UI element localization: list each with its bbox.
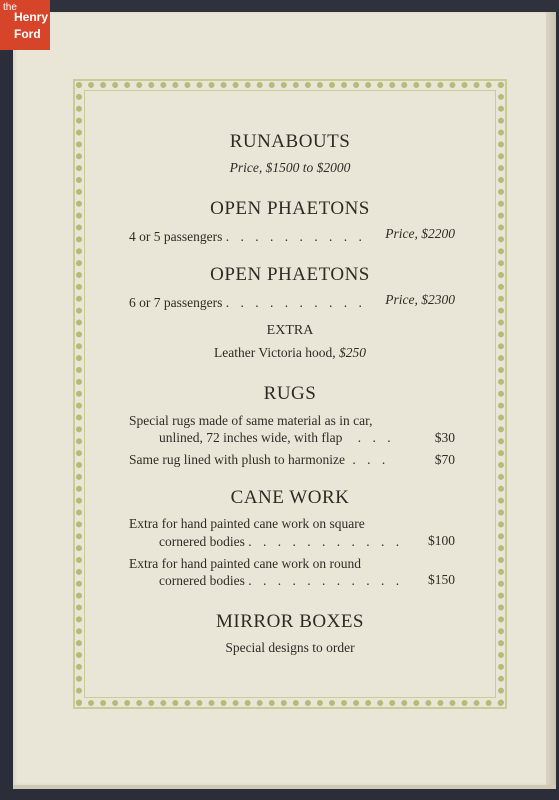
phaeton-1-price: Price, $2200 <box>385 226 455 241</box>
open-phaetons-heading-2: OPEN PHAETONS <box>210 264 370 285</box>
rugs-item-2-price: $70 <box>434 452 455 467</box>
extra-line <box>90 345 490 361</box>
rugs-item-1-dots: . . . <box>357 430 395 445</box>
cane-work-heading: CANE WORK <box>230 487 350 508</box>
cane-item-1-price: $100 <box>428 533 455 548</box>
extra-price: $250 <box>338 345 366 360</box>
phaeton-1-passengers: 4 or 5 passengers <box>129 229 223 244</box>
logo-line-the: the <box>3 2 17 13</box>
phaeton-2-label <box>129 295 366 311</box>
cane-item-2-line-1: Extra for hand painted cane work on round <box>129 556 362 571</box>
rugs-item-1-text: unlined, 72 inches wide, with flap <box>159 430 343 445</box>
logo-line-henry: Henry <box>14 10 49 24</box>
logo-line-ford: Ford <box>14 27 41 41</box>
rugs-item-1-line-2 <box>159 430 395 446</box>
rugs-item-1-line-1: Special rugs made of same material as in car, <box>129 413 373 428</box>
phaeton-1-dots: . . . . . . . . . . <box>225 229 366 244</box>
cane-item-2-dots: . . . . . . . . . . . <box>248 573 404 588</box>
extra-text: Leather Victoria hood, <box>214 345 339 360</box>
rugs-item-2-text: Same rug lined with plush to harmonize <box>129 452 345 467</box>
extra-heading: EXTRA <box>266 323 314 338</box>
cane-item-2-text: cornered bodies <box>159 573 245 588</box>
rugs-item-2 <box>129 452 389 468</box>
cane-item-2-line-2 <box>159 573 403 589</box>
cane-item-1-line-2 <box>159 534 403 550</box>
rugs-heading: RUGS <box>263 383 317 404</box>
cane-item-1-text: cornered bodies <box>159 534 245 549</box>
rugs-item-1-price: $30 <box>434 430 455 445</box>
runabouts-heading: RUNABOUTS <box>229 131 351 152</box>
phaeton-2-price: Price, $2300 <box>385 292 455 307</box>
cane-item-1-dots: . . . . . . . . . . . <box>248 534 404 549</box>
open-phaetons-heading-1: OPEN PHAETONS <box>210 198 370 219</box>
cane-item-1-line-1: Extra for hand painted cane work on square <box>129 516 365 531</box>
phaeton-1-label <box>129 229 366 245</box>
mirror-boxes-heading: MIRROR BOXES <box>216 611 364 632</box>
rugs-item-2-dots: . . . <box>352 452 390 467</box>
cane-item-2-price: $150 <box>428 572 455 587</box>
phaeton-2-passengers: 6 or 7 passengers <box>129 295 223 310</box>
mirror-boxes-text: Special designs to order <box>225 640 355 655</box>
runabouts-price: Price, $1500 to $2000 <box>229 160 351 175</box>
phaeton-2-dots: . . . . . . . . . . <box>225 295 366 310</box>
